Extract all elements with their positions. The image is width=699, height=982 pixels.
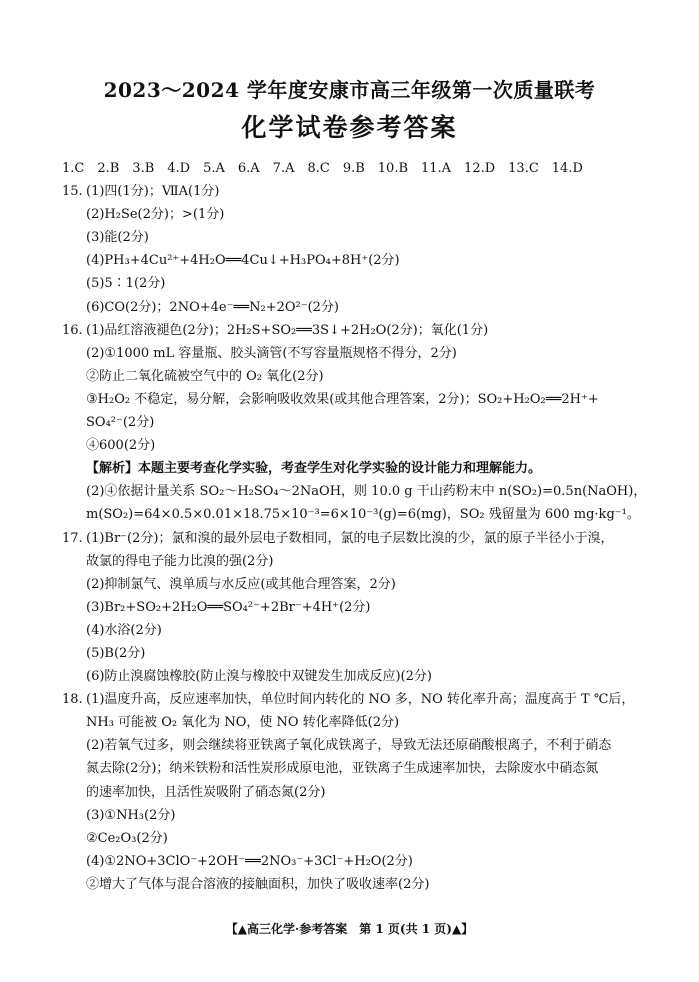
question-number: 18.: [62, 692, 83, 708]
question-18: [62, 688, 662, 896]
answer-line: (3)Br₂+SO₂+2H₂O══SO₄²⁻+2Br⁻+4H⁺(2分): [86, 599, 371, 615]
answer-line: (2)若氧气过多，则会继续将亚铁离子氧化成铁离子，导致无法还原硝酸根离子，不利于硝态: [86, 738, 612, 754]
question-number: 17.: [62, 530, 83, 546]
answer-line: (2)H₂Se(2分)；>(1分): [86, 207, 225, 223]
answer-line: (3)①NH₃(2分): [86, 807, 176, 823]
answer-line: (1)Br⁻(2分)；氯和溴的最外层电子数相同，氯的电子层数比溴的少，氯的原子半径小于溴，: [86, 530, 614, 546]
answer-line: (4)①2NO+3ClO⁻+2OH⁻══2NO₃⁻+3Cl⁻+H₂O(2分): [86, 853, 413, 869]
answer-body: [62, 157, 662, 896]
multiple-choice-answers: 1.C 2.B 3.B 4.D 5.A 6.A 7.A 8.C 9.B 10.B 11.A 12.D 13.C 14.D: [62, 161, 583, 176]
answer-line: ③H₂O₂ 不稳定，易分解，会影响吸收效果(或其他合理答案，2分)；SO₂+H₂O₂══2H⁺+: [86, 391, 599, 407]
exam-title: 2023～2024 学年度安康市高三年级第一次质量联考: [103, 78, 596, 102]
answer-line: (2)①1000 mL 容量瓶、胶头滴管(不写容量瓶规格不得分，2分): [86, 345, 457, 361]
answer-line: ②Ce₂O₃(2分): [86, 830, 168, 846]
question-number: 15.: [62, 184, 83, 200]
page-footer: 【▲高三化学·参考答案 第 1 页(共 1 页)▲】: [225, 922, 474, 936]
answer-line: ②增大了气体与混合溶液的接触面积，加快了吸收速率(2分): [86, 876, 430, 892]
question-15: [62, 180, 662, 319]
answer-line: 氮去除(2分)；纳米铁粉和活性炭形成原电池，亚铁离子生成速率加快，去除废水中硝态氮: [86, 761, 599, 777]
answer-line: (1)温度升高，反应速率加快，单位时间内转化的 NO 多，NO 转化率升高；温度高于 T ℃后，: [86, 692, 635, 708]
answer-line: ④600(2分): [86, 438, 156, 454]
answer-line: ②防止二氧化硫被空气中的 O₂ 氧化(2分): [86, 368, 324, 384]
answer-line: (6)CO(2分)；2NO+4e⁻══N₂+2O²⁻(2分): [86, 299, 340, 315]
answer-line: NH₃ 可能被 O₂ 氧化为 NO，使 NO 转化率降低(2分): [86, 715, 400, 731]
analysis-line: (2)④依据计量关系 SO₂～H₂SO₄～2NaOH，则 10.0 g 干山药粉末中 n(SO₂)=0.5n(NaOH)，: [86, 484, 647, 500]
question-number: 16.: [62, 322, 83, 338]
answer-line: (1)四(1分)；ⅦA(1分): [86, 184, 220, 200]
question-16: [62, 319, 662, 527]
answer-line: (5)5∶1(2分): [86, 276, 166, 292]
answer-line: (5)B(2分): [86, 645, 146, 661]
answer-line: (1)品红溶液褪色(2分)；2H₂S+SO₂══3S↓+2H₂O(2分)；氧化(1分): [86, 322, 489, 338]
answer-line: (3)能(2分): [86, 230, 149, 246]
answer-line: (4)水浴(2分): [86, 622, 162, 638]
answer-line: 故氯的得电子能力比溴的强(2分): [86, 553, 274, 569]
question-17: [62, 527, 662, 689]
answer-line: (2)抑制氯气、溴单质与水反应(或其他合理答案，2分): [86, 576, 396, 592]
document-title: 化学试卷参考答案: [241, 113, 458, 142]
answer-line: SO₄²⁻(2分): [86, 415, 155, 431]
analysis-line: m(SO₂)=64×0.5×0.01×18.75×10⁻³=6×10⁻³(g)=6(mg)，SO₂ 残留量为 600 mg·kg⁻¹。: [86, 507, 640, 523]
answer-line: (4)PH₃+4Cu²⁺+4H₂O══4Cu↓+H₃PO₄+8H⁺(2分): [86, 253, 400, 269]
answer-line: 的速率加快，且活性炭吸附了硝态氮(2分): [86, 784, 326, 800]
answer-line: (6)防止溴腐蚀橡胶(防止溴与橡胶中双键发生加成反应)(2分): [86, 669, 432, 685]
analysis-heading: 【解析】本题主要考查化学实验，考查学生对化学实验的设计能力和理解能力。: [86, 461, 542, 477]
